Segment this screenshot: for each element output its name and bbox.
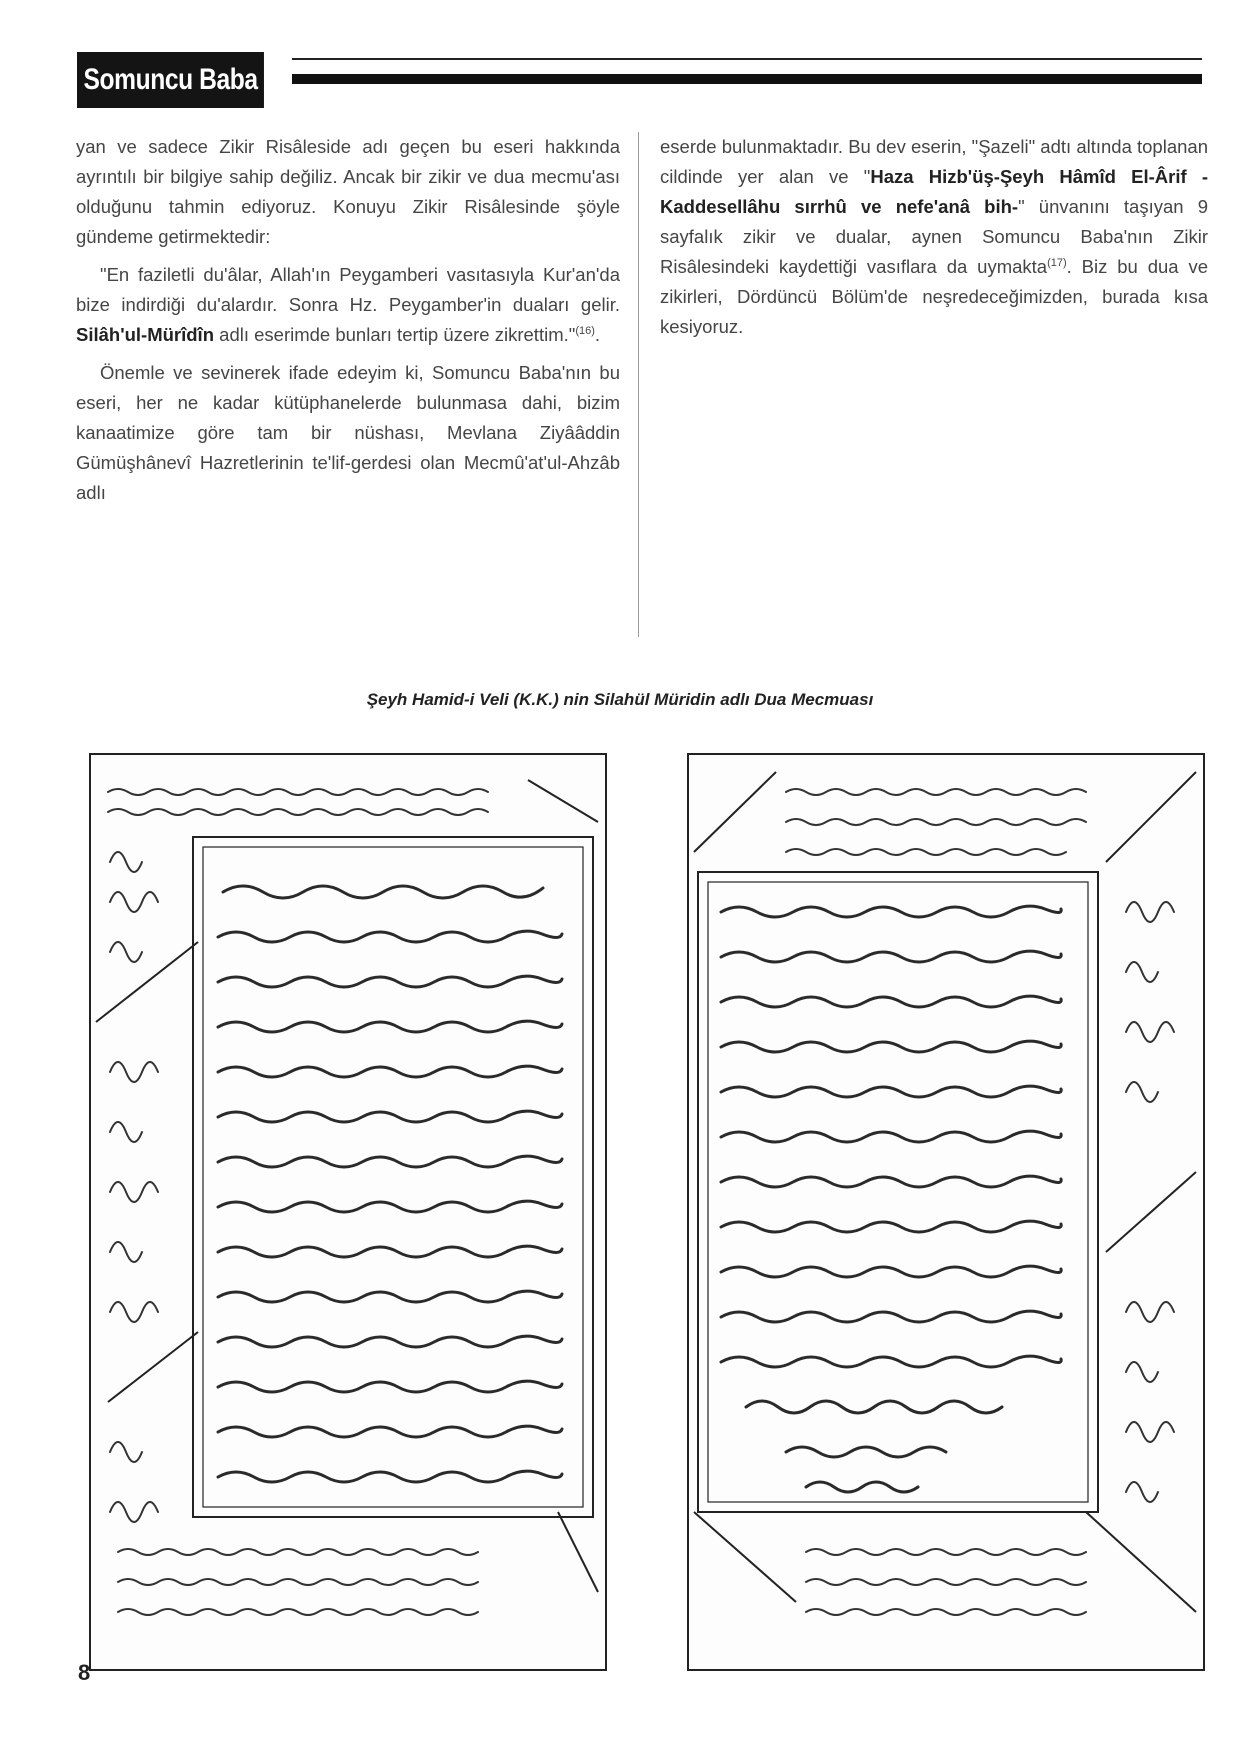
magazine-brand: Somuncu Baba <box>77 52 264 108</box>
header-rule-thin <box>292 58 1202 60</box>
page-header <box>77 52 1202 108</box>
manuscript-right-page-image <box>686 752 1206 1672</box>
left-column <box>76 132 620 508</box>
right-text-b: " ünvanını taşıyan 9 sayfalık zikir ve dualar, aynen Somuncu Baba'nın Zikir Risâlesindeki kaydettiği vasıflara da uymakta <box>660 196 1208 277</box>
manuscript-left-page-image <box>88 752 608 1672</box>
hizb-title-bold: Haza Hizb'üş-Şeyh Hâmîd El-Ârif - Kaddesellâhu sırrhû ve nefe'anâ bih- <box>660 166 1208 217</box>
quote-text-end: adlı eserimde bunları tertip üzere zikrettim." <box>214 324 576 345</box>
column-divider <box>638 132 639 637</box>
quote-text: "En faziletli du'âlar, Allah'ın Peygamberi vasıtasıyla Kur'an'da bize indirdiği du'alardır. Sonra Hz. Peygamber'in duaları gelir. <box>76 264 620 315</box>
figure-caption: Şeyh Hamid-i Veli (K.K.) nin Silahül Müridin adlı Dua Mecmuası <box>366 690 874 709</box>
right-column <box>660 132 1208 342</box>
left-paragraph-2-quote: "En faziletli du'âlar, Allah'ın Peygamberi vasıtasıyla Kur'an'da bize indirdiği du'alardır. Sonra Hz. Peygamber'in duaları gelir. Silâh'ul-Mürîdîn adlı eserimde bunları tertip üzere zikrettim."$^{(16)}$. <box>76 264 620 345</box>
right-paragraph-1 <box>660 132 1208 342</box>
work-title-bold: Silâh'ul-Mürîdîn <box>76 324 215 345</box>
page-number: 8 <box>78 1660 91 1685</box>
footnote-ref-16: (16) <box>575 324 595 337</box>
footnote-ref-17: (17) <box>1047 256 1067 269</box>
right-text-a: eserde bulunmaktadır. Bu dev eserin, "Şazeli" adtı altında toplanan cildinde yer alan ve " <box>660 136 1208 187</box>
left-paragraph-1: yan ve sadece Zikir Risâleside adı geçen bu eseri hakkında ayrıntılı bir bilgiye sahip değiliz. Ancak bir zikir ve dua mecmu'ası olduğunu tahmin ediyoruz. Konuyu Zikir Risâlesinde şöyle gündeme getirmektedir: <box>76 136 620 247</box>
manuscript-right-drawing <box>686 752 1206 1672</box>
right-text-c: . Biz bu dua ve zikirleri, Dördüncü Bölüm'de neşredeceğimizden, burada kısa kesiyoruz. <box>660 256 1208 337</box>
header-rule-thick <box>292 74 1202 84</box>
left-paragraph-3: Önemle ve sevinerek ifade edeyim ki, Somuncu Baba'nın bu eseri, her ne kadar kütüphanelerde bulunmasa dahi, bizim kanaatimize göre tam bir nüshası, Mevlana Ziyââddin Gümüşhânevî Hazretlerinin te'lif-gerdesi olan Mecmû'at'ul-Ahzâb adlı <box>76 362 620 503</box>
manuscript-left-drawing <box>88 752 608 1672</box>
